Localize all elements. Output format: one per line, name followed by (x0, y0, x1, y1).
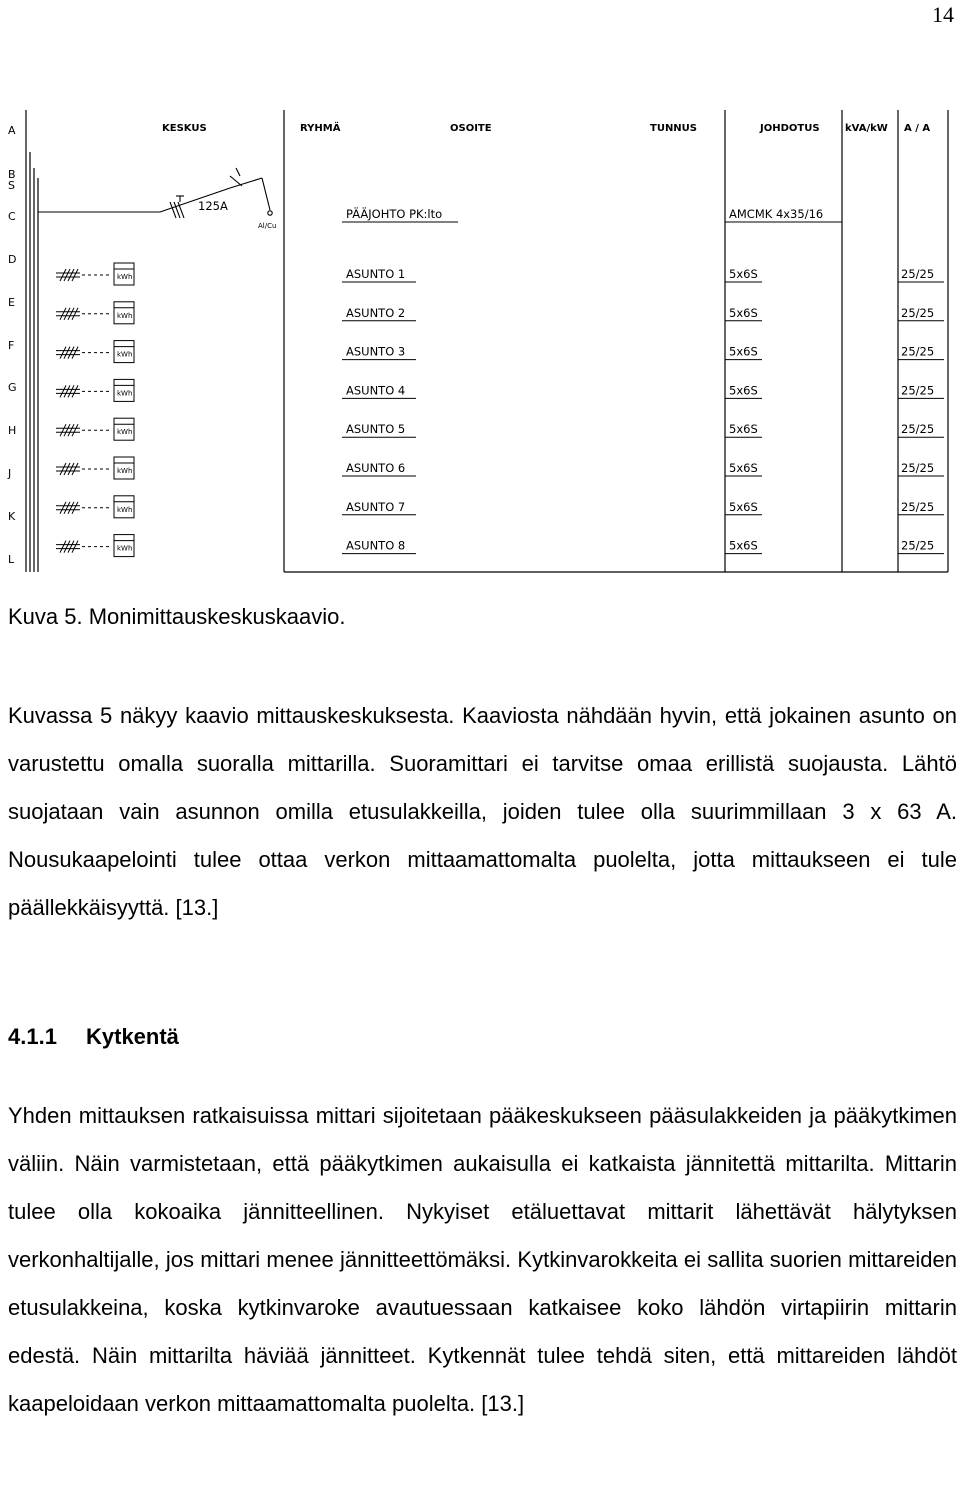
fuse-icon (56, 269, 112, 281)
apartment-johdotus: 5x6S (729, 538, 758, 553)
meter-label: kWh (117, 505, 133, 514)
row-letter: L (8, 553, 15, 566)
apartment-aa: 25/25 (901, 422, 935, 437)
meter-label: kWh (117, 467, 133, 475)
row-letter: D (8, 253, 17, 266)
apartment-row (56, 418, 944, 440)
apartment-osoite: ASUNTO 6 (346, 461, 406, 475)
apartment-row (56, 379, 944, 401)
metering-center-diagram (0, 110, 960, 580)
meter-label: kWh (117, 544, 133, 553)
row-letter: K (8, 510, 16, 523)
header-keskus: KESKUS (162, 123, 207, 134)
apartment-row (56, 496, 944, 518)
header-ryhma: RYHMÄ (300, 123, 341, 134)
apartment-row (56, 535, 944, 557)
fuse-label: 125A (198, 199, 228, 213)
fuse-icon (56, 463, 112, 475)
apartment-osoite: ASUNTO 2 (346, 305, 406, 320)
row-letter: J (8, 467, 12, 480)
apartment-row (56, 457, 944, 479)
header-johdotus: JOHDOTUS (760, 123, 820, 134)
apartment-aa: 25/25 (901, 267, 935, 281)
row-letter: A (8, 124, 16, 137)
row-letter: C (8, 210, 16, 223)
main-row-osoite: PÄÄJOHTO PK:lto (346, 207, 443, 221)
meter-icon (114, 302, 134, 324)
diagram-headers (162, 120, 930, 134)
apartment-osoite: ASUNTO 4 (346, 383, 406, 398)
apartment-aa: 25/25 (901, 383, 935, 398)
apartment-johdotus: 5x6S (729, 499, 758, 514)
apartment-aa: 25/25 (901, 344, 935, 359)
apartment-johdotus: 5x6S (729, 344, 758, 359)
header-aa: A / A (904, 123, 931, 134)
apartment-osoite: ASUNTO 5 (346, 422, 406, 437)
main-row (342, 206, 842, 222)
page-number: 14 (932, 2, 954, 27)
diagram-grid (26, 110, 948, 572)
apartment-rows (56, 263, 944, 557)
header-tunnus: TUNNUS (650, 123, 698, 134)
apartment-johdotus: 5x6S (729, 305, 758, 320)
apartment-aa: 25/25 (901, 461, 935, 475)
apartment-johdotus: 5x6S (729, 461, 758, 475)
apartment-johdotus: 5x6S (729, 267, 758, 281)
fuse-icon (56, 541, 112, 553)
apartment-aa: 25/25 (901, 305, 935, 320)
apartment-osoite: ASUNTO 8 (346, 538, 406, 553)
apartment-aa: 25/25 (901, 499, 935, 514)
meter-label: kWh (117, 311, 133, 320)
meter-icon (114, 457, 134, 479)
row-letter: G (8, 381, 17, 394)
fuse-icon (56, 347, 112, 359)
apartment-johdotus: 5x6S (729, 422, 758, 437)
row-letter: B (8, 168, 16, 181)
fuse-icon (56, 308, 112, 320)
row-letter: H (8, 424, 17, 437)
meter-icon (114, 496, 134, 518)
meter-icon (114, 263, 134, 285)
apartment-osoite: ASUNTO 1 (346, 267, 406, 281)
meter-icon (114, 535, 134, 557)
meter-label: kWh (117, 428, 133, 437)
apartment-johdotus: 5x6S (729, 383, 758, 398)
apartment-row (56, 341, 944, 363)
body-paragraph-2: Yhden mittauksen ratkaisuissa mittari sijoitetaan pääkeskukseen pääsulakkeiden ja pääkytkimen väliin. Näin varmistetaan, että pääkytkimen aukaisulla ei katkaista jännitettä mittarilta. Mittarin tulee olla kokoaika jännitteellinen. Nykyiset etäluettavat mittarit lähettävät hälytyksen verkonhaltijalle, jos mittari menee jännitteettömäksi. Kytkinvarokkeita ei sallita suorien mittareiden etusulakkeina, koska kytkinvaroke avautuessaan katkaisee koko lähdön virtapiirin mittarin edestä. Näin mittarilta häviää jännitteet. Kytkennät tulee tehdä siten, että mittareiden lähdöt kaapeloidaan verkon mittaamattomalta puolelta. [13.] (8, 1103, 957, 1416)
header-kva: kVA/kW (845, 123, 888, 134)
figure-caption: Kuva 5. Monimittauskeskuskaavio. (8, 604, 346, 629)
fuse-icon (56, 502, 112, 514)
apartment-osoite: ASUNTO 3 (346, 344, 406, 359)
row-letters (7, 124, 17, 566)
header-osoite: OSOITE (450, 123, 492, 134)
apartment-row (56, 302, 944, 324)
meter-label: kWh (117, 350, 133, 359)
apartment-aa: 25/25 (901, 538, 935, 553)
section-title: Kytkentä (86, 1024, 179, 1049)
meter-icon (114, 418, 134, 440)
meter-label: kWh (117, 273, 133, 281)
row-letter: F (8, 339, 15, 352)
material-label: Al/Cu (258, 222, 277, 230)
meter-label: kWh (117, 389, 133, 398)
fuse-icon (56, 385, 112, 397)
main-row-johdotus: AMCMK 4x35/16 (729, 207, 824, 221)
row-letter: E (8, 296, 15, 309)
row-letter: S (8, 179, 15, 192)
main-feed (38, 168, 272, 218)
meter-icon (114, 379, 134, 401)
section-number: 4.1.1 (8, 1024, 57, 1049)
apartment-row (56, 263, 944, 285)
section-heading (8, 1024, 179, 1050)
apartment-osoite: ASUNTO 7 (346, 499, 406, 514)
body-paragraph-1: Kuvassa 5 näkyy kaavio mittauskeskuksesta. Kaaviosta nähdään hyvin, että jokainen asunto on varustettu omalla suoralla mittarilla. Suoramittari ei tarvitse omaa erillistä suojausta. Lähtö suojataan vain asunnon omilla etusulakkeilla, joiden tulee olla suurimmillaan 3 x 63 A. Nousukaapelointi tulee ottaa verkon mittaamattomalta puolelta, jotta mittaukseen ei tule päällekkäisyyttä. [13.] (8, 703, 957, 920)
fuse-icon (56, 424, 112, 436)
meter-icon (114, 341, 134, 363)
